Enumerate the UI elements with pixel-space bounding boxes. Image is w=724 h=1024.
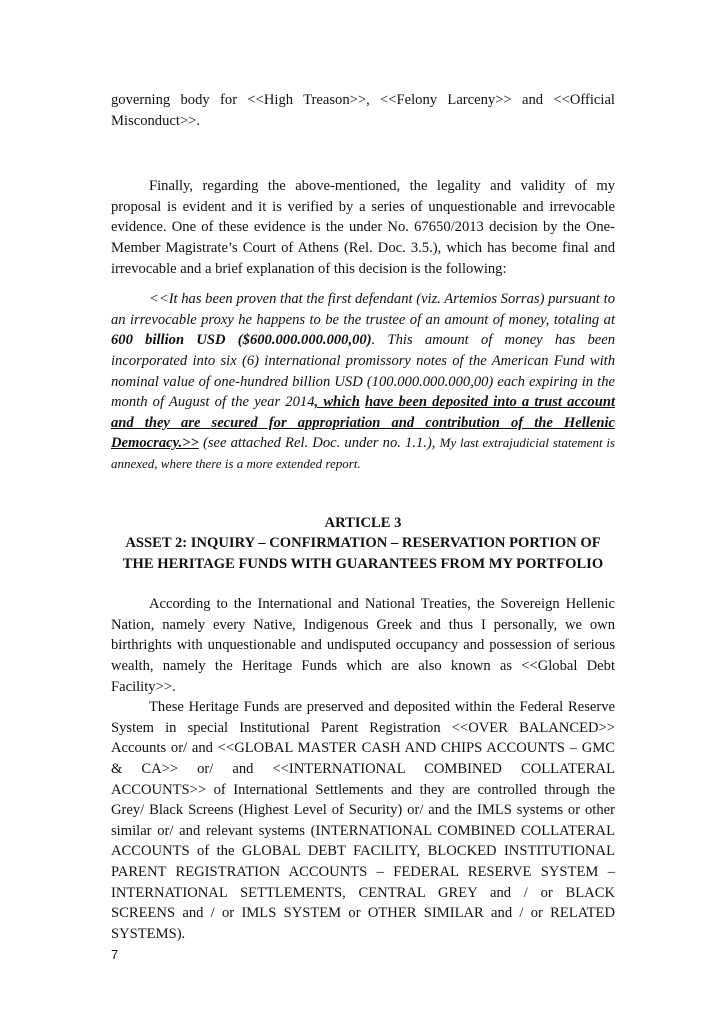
page-number: 7	[111, 947, 119, 962]
quote-trust-account: have been deposited into a trust account and they are secured for appropriation and contribution of the Hellenic Democracy.>>	[111, 394, 615, 452]
quote-text-3: (see attached Rel. Doc. under no. 1.1.),	[198, 435, 440, 452]
paragraph-finally: Finally, regarding the above-mentioned, the legality and validity of my proposal is evident and it is verified by a series of unquestionable and irrevocable evidence. One of these evidence is the under No. 67650/2013 decision by the One-Member Magistrate’s Court of Athens (Rel. Doc. 3.5.), which has become final and irrevocable and a brief explanation of this decision is the following:	[111, 178, 615, 277]
quote-which: , which	[314, 394, 360, 411]
paragraph-treaties: According to the International and National Treaties, the Sovereign Hellenic Nation, namely every Native, Indigenous Greek and thus I personally, we own birthrights with unquestionable and undisputed occupancy and possession of serious wealth, namely the Heritage Funds which are also known as <<Global Debt Facility>>.	[111, 596, 615, 695]
paragraph-heritage-funds: These Heritage Funds are preserved and deposited within the Federal Reserve System in special Institutional Parent Registration <<OVER BALANCED>> Accounts or/ and <<GLOBAL MASTER CASH AND CHIPS ACCOUNTS – GMC & CA>> or/ and <<INTERNATIONAL COMBINED COLLATERAL ACCOUNTS>> of International Settlements and they are controlled through the Grey/ Black Screens (Highest Level of Security) or/ and the IMLS systems or other similar or/ and relevant systems (INTERNATIONAL COMBINED COLLATERAL ACCOUNTS of the GLOBAL DEBT FACILITY, BLOCKED INSTITUTIONAL PARENT REGISTRATION ACCOUNTS – FEDERAL RESERVE SYSTEM – INTERNATIONAL SETTLEMENTS, CENTRAL GREY and / or BLACK SCREENS and / or IMLS SYSTEM or OTHER SIMILAR and / or RELATED SYSTEMS).	[111, 699, 615, 942]
spacer	[111, 475, 615, 513]
spacer	[111, 574, 615, 594]
quote-text-1: <<It has been proven that the first defendant (viz. Artemios Sorras) pursuant to an irrevocable proxy he happens to be the trustee of an amount of money, totaling at	[111, 291, 615, 328]
quote-text-2: . This amount of money has been incorporated into six (6) international promissory notes of the American Fund with nominal value of one-hundred billion USD (100.000.000.000,00) each expiring in the month of August of the year 2014	[111, 332, 615, 411]
spacer	[111, 279, 615, 289]
spacer	[111, 131, 615, 176]
article-subheading: ASSET 2: INQUIRY – CONFIRMATION – RESERVATION PORTION OF THE HERITAGE FUNDS WITH GUARANTEES FROM MY PORTFOLIO	[122, 535, 604, 572]
page-content	[111, 90, 615, 944]
article-heading: ARTICLE 3	[324, 514, 402, 531]
quoted-decision	[111, 289, 615, 474]
quote-amount: 600 billion USD ($600.000.000.000,00)	[111, 332, 372, 349]
paragraph-continuation: governing body for <<High Treason>>, <<Felony Larceny>> and <<Official Misconduct>>.	[111, 92, 615, 129]
quote-extrajudicial-note: My last extrajudicial statement is annexed, where there is a more extended report.	[111, 435, 615, 471]
